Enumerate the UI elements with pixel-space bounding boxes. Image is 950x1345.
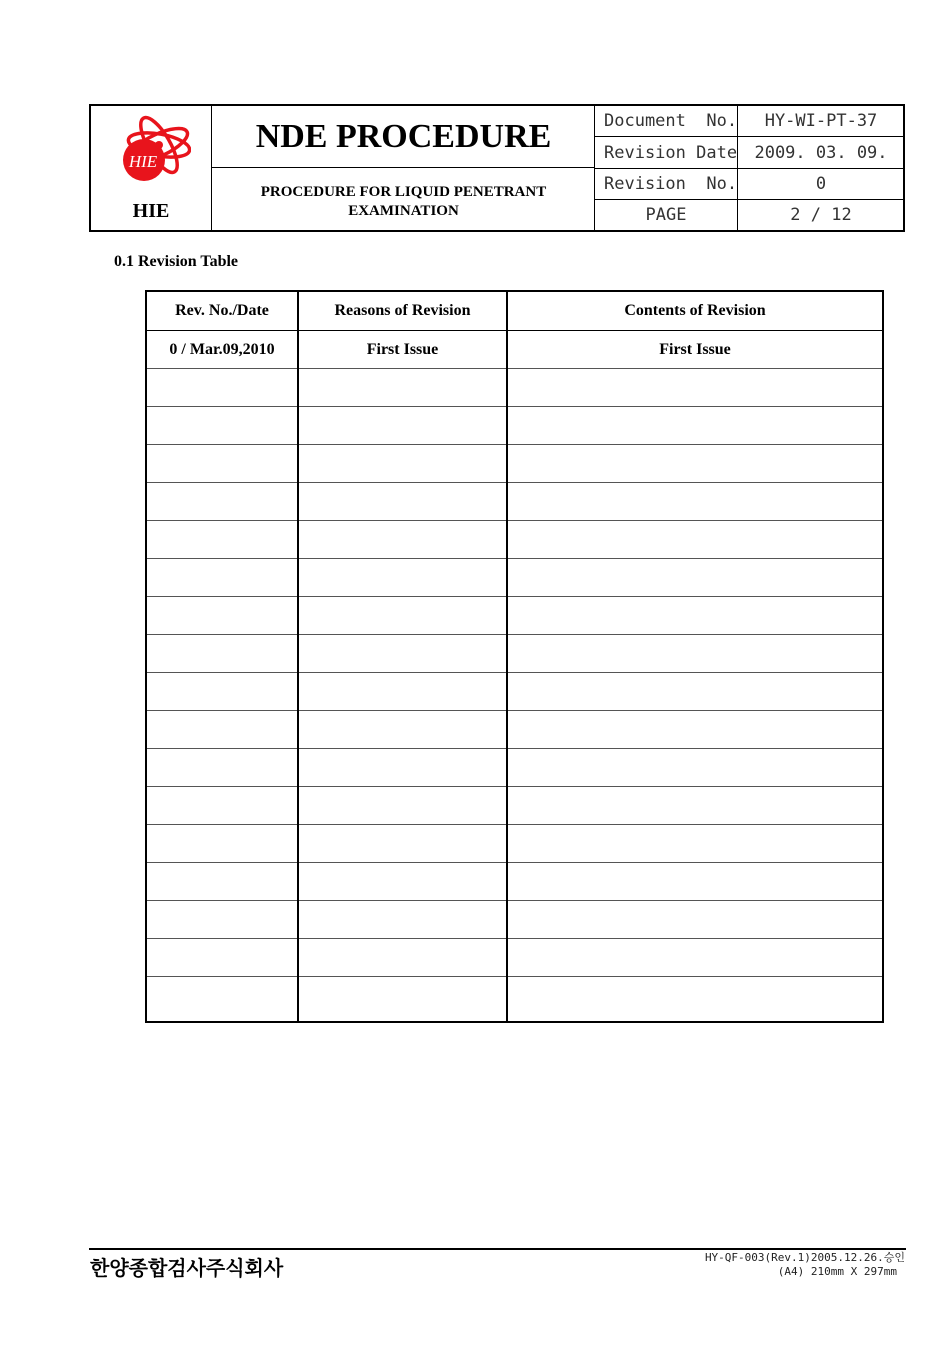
cell-contents: [507, 749, 883, 787]
cell-rev-no-date: [146, 711, 298, 749]
table-row: [146, 635, 883, 673]
rev-date-value: 2009. 03. 09.: [754, 143, 888, 163]
cell-contents: [507, 597, 883, 635]
rev-no-label: Revision No.: [595, 169, 738, 199]
cell-reasons: [298, 825, 507, 863]
footer-divider: [89, 1248, 906, 1250]
table-row: [146, 369, 883, 407]
cell-rev-no-date: [146, 369, 298, 407]
page-value: 2 / 12: [790, 205, 852, 225]
cell-contents: [507, 559, 883, 597]
cell-reasons: [298, 863, 507, 901]
revision-table: [145, 290, 884, 1023]
cell-rev-no-date: [146, 901, 298, 939]
table-row: [146, 787, 883, 825]
cell-reasons: [298, 597, 507, 635]
cell-reasons: [298, 939, 507, 977]
cell-rev-no-date: [146, 483, 298, 521]
cell-contents: [507, 407, 883, 445]
cell-reasons: First Issue: [298, 331, 507, 369]
cell-contents: [507, 635, 883, 673]
rev-date-label: Revision Date: [595, 137, 738, 168]
cell-reasons: [298, 445, 507, 483]
cell-contents: [507, 369, 883, 407]
cell-rev-no-date: [146, 407, 298, 445]
cell-contents: [507, 901, 883, 939]
info-row-rev-no: [595, 169, 904, 200]
table-row: [146, 407, 883, 445]
revision-table-body: [146, 331, 883, 1023]
info-row-rev-date: [595, 137, 904, 169]
cell-contents: [507, 445, 883, 483]
table-row: [146, 863, 883, 901]
document-info-grid: [594, 106, 905, 230]
cell-contents: [507, 787, 883, 825]
title-cell: [212, 106, 595, 230]
cell-rev-no-date: [146, 673, 298, 711]
header-reasons: Reasons of Revision: [298, 291, 507, 331]
cell-rev-no-date: [146, 977, 298, 1023]
cell-reasons: [298, 407, 507, 445]
logo-cell: [91, 106, 212, 230]
doc-no-label: Document No.: [595, 106, 738, 136]
cell-rev-no-date: [146, 749, 298, 787]
cell-contents: [507, 825, 883, 863]
doc-no-value: HY-WI-PT-37: [764, 111, 878, 131]
cell-reasons: [298, 787, 507, 825]
header-rev-no-date: Rev. No./Date: [146, 291, 298, 331]
cell-reasons: [298, 369, 507, 407]
table-row: [146, 521, 883, 559]
cell-reasons: [298, 559, 507, 597]
paper-size: (A4) 210mm X 297mm: [777, 1265, 897, 1278]
procedure-subtitle: [232, 183, 575, 221]
document-header: [89, 104, 905, 232]
page-title: NDE PROCEDURE: [212, 106, 595, 168]
section-title: 0.1 Revision Table: [114, 253, 239, 270]
cell-rev-no-date: [146, 445, 298, 483]
subtitle-line-1: PROCEDURE FOR LIQUID PENETRANT: [260, 184, 547, 200]
table-row: [146, 331, 883, 369]
cell-rev-no-date: [146, 559, 298, 597]
cell-reasons: [298, 711, 507, 749]
form-number: HY-QF-003(Rev.1)2005.12.26.승인: [704, 1251, 905, 1264]
footer-company-name: 한양종합검사주식회사: [90, 1256, 284, 1280]
cell-reasons: [298, 901, 507, 939]
cell-contents: First Issue: [507, 331, 883, 369]
header-contents: Contents of Revision: [507, 291, 883, 331]
table-row: [146, 711, 883, 749]
table-row: [146, 749, 883, 787]
cell-contents: [507, 977, 883, 1023]
table-row: [146, 673, 883, 711]
cell-contents: [507, 483, 883, 521]
cell-rev-no-date: [146, 939, 298, 977]
cell-reasons: [298, 749, 507, 787]
table-row: [146, 825, 883, 863]
page-label: PAGE: [595, 200, 738, 230]
cell-reasons: [298, 521, 507, 559]
cell-contents: [507, 711, 883, 749]
cell-rev-no-date: [146, 787, 298, 825]
cell-contents: [507, 673, 883, 711]
cell-rev-no-date: [146, 521, 298, 559]
cell-reasons: [298, 635, 507, 673]
table-row: [146, 901, 883, 939]
cell-rev-no-date: [146, 825, 298, 863]
rev-no-value: 0: [815, 174, 827, 194]
cell-contents: [507, 863, 883, 901]
cell-rev-no-date: [146, 597, 298, 635]
atom-logo-icon: [119, 112, 191, 198]
subtitle-line-2: EXAMINATION: [348, 203, 459, 219]
cell-contents: [507, 939, 883, 977]
cell-reasons: [298, 483, 507, 521]
cell-rev-no-date: [146, 635, 298, 673]
table-row: [146, 483, 883, 521]
table-row: [146, 939, 883, 977]
logo-name: HIE: [132, 200, 170, 222]
cell-rev-no-date: 0 / Mar.09,2010: [146, 331, 298, 369]
info-row-doc-no: [595, 106, 904, 137]
logo-mark-text: HIE: [128, 152, 158, 171]
cell-rev-no-date: [146, 863, 298, 901]
cell-reasons: [298, 977, 507, 1023]
cell-reasons: [298, 673, 507, 711]
cell-contents: [507, 521, 883, 559]
table-row: [146, 559, 883, 597]
table-row: [146, 597, 883, 635]
footer-form-info: [705, 1251, 905, 1279]
table-header-row: [146, 291, 883, 331]
info-row-page: [595, 200, 904, 230]
table-row: [146, 445, 883, 483]
table-row: [146, 977, 883, 1023]
